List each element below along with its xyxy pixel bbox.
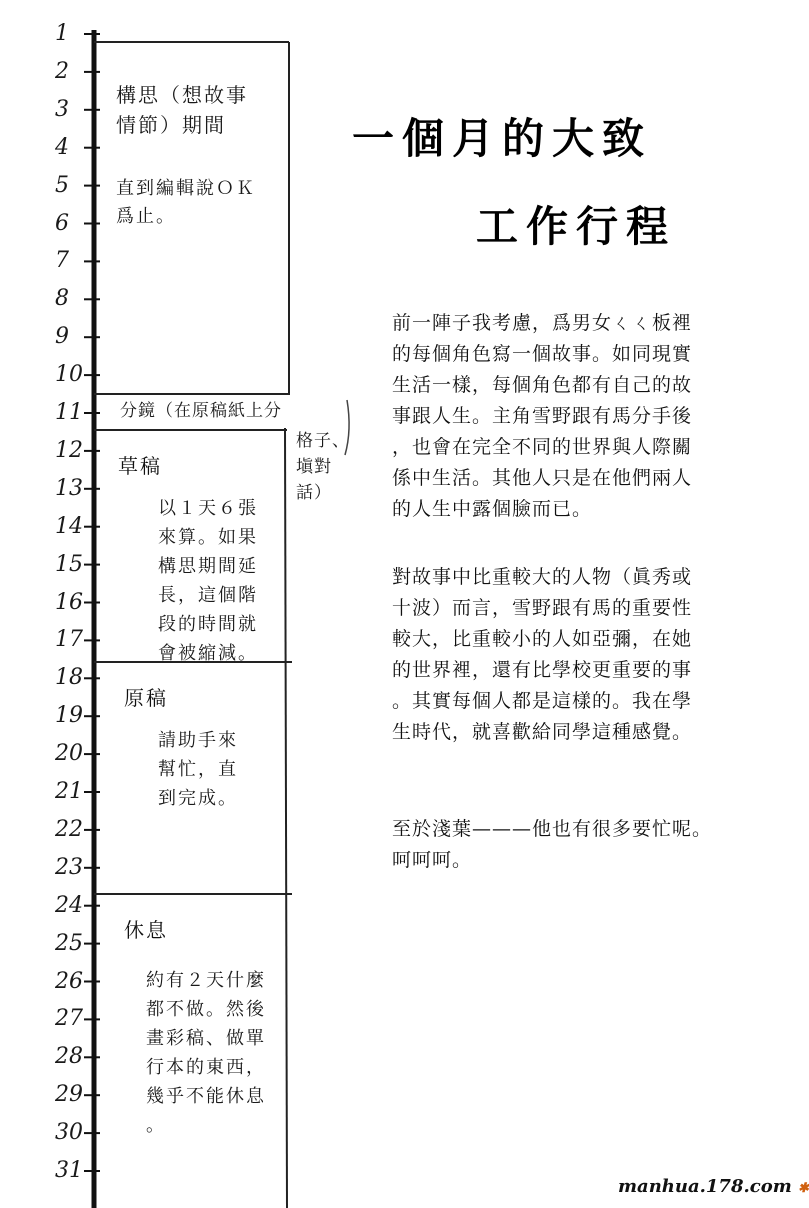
day-number: 25	[55, 930, 83, 956]
conception-title: 構思（想故事 情節）期間	[116, 83, 248, 137]
day-number: 27	[55, 1006, 83, 1032]
rest-note: 約有２天什麼 都不做。然後 畫彩稿、做單 行本的東西， 幾乎不能休息 。	[146, 970, 266, 1136]
rough-title: 草稿	[118, 454, 162, 478]
day-number: 14	[55, 513, 83, 539]
day-number: 15	[55, 551, 83, 577]
day-number: 9	[55, 324, 69, 350]
day-number: 31	[55, 1158, 83, 1183]
day-number: 2	[55, 58, 69, 84]
day-number: 3	[55, 96, 69, 122]
day-number: 19	[55, 703, 83, 729]
star-icon: ✱	[798, 1181, 809, 1196]
day-number: 8	[55, 286, 69, 312]
day-number: 26	[55, 968, 83, 994]
box-right-edge-lower	[285, 428, 287, 1208]
day-number: 5	[55, 172, 69, 198]
rest-title: 休息	[124, 918, 168, 942]
day-number: 10	[55, 362, 83, 388]
rough-note: 以１天６張 來算。如果 構思期間延 長，這個階 段的時間就 會被縮減。	[158, 498, 258, 664]
day-number: 21	[55, 779, 83, 804]
day-number: 29	[55, 1082, 83, 1108]
final-title: 原稿	[124, 686, 168, 710]
final-note: 請助手來 幫忙，直 到完成。	[158, 730, 238, 809]
day-number: 18	[55, 665, 83, 691]
day-number: 20	[55, 741, 83, 767]
watermark	[618, 1176, 809, 1197]
storyboard-label: 分鏡（在原稿紙上分	[120, 401, 282, 421]
day-number: 7	[55, 248, 69, 274]
day-number: 12	[55, 437, 83, 463]
conception-note: 直到編輯說ＯＫ 爲止。	[116, 178, 256, 227]
body-paragraph-2: 對故事中比重較大的人物（眞秀或 十波）而言，雪野跟有馬的重要性 較大，比重較小的人如亞彌，在她 的世界裡，還有比學校更重要的事 。其實每個人都是這樣的。我在學 生時代，就喜歡給同學這種感覺。	[392, 566, 693, 743]
watermark-text: manhua.178.com	[618, 1176, 792, 1197]
storyboard-label-cont: 格子、 塡對 話）	[296, 431, 350, 503]
day-number: 23	[55, 854, 83, 880]
day-number: 11	[55, 400, 83, 425]
day-number: 30	[55, 1120, 83, 1146]
day-number: 24	[55, 892, 83, 918]
day-number: 13	[55, 475, 83, 501]
day-number: 4	[55, 134, 69, 160]
day-number: 6	[55, 210, 69, 236]
body-paragraph-3: 至於淺葉———他也有很多要忙呢。 呵呵呵。	[392, 818, 713, 871]
heading-line1: 一個月的大致	[352, 114, 653, 163]
day-number: 17	[55, 627, 83, 653]
day-number: 22	[55, 816, 83, 842]
day-number: 1	[55, 21, 69, 46]
body-paragraph-1: 前一陣子我考慮，爲男女ㄑㄑ板裡 的每個角色寫一個故事。如同現實 生活一樣，每個角色都有自己的故 事跟人生。主角雪野跟有馬分手後 ，也會在完全不同的世界與人際關 係中生活。其他人只是在他們兩人 的人生中露個臉而已。	[392, 312, 693, 520]
day-number: 16	[55, 589, 83, 615]
day-number: 28	[55, 1044, 83, 1070]
heading-line2: 工作行程	[476, 202, 677, 251]
